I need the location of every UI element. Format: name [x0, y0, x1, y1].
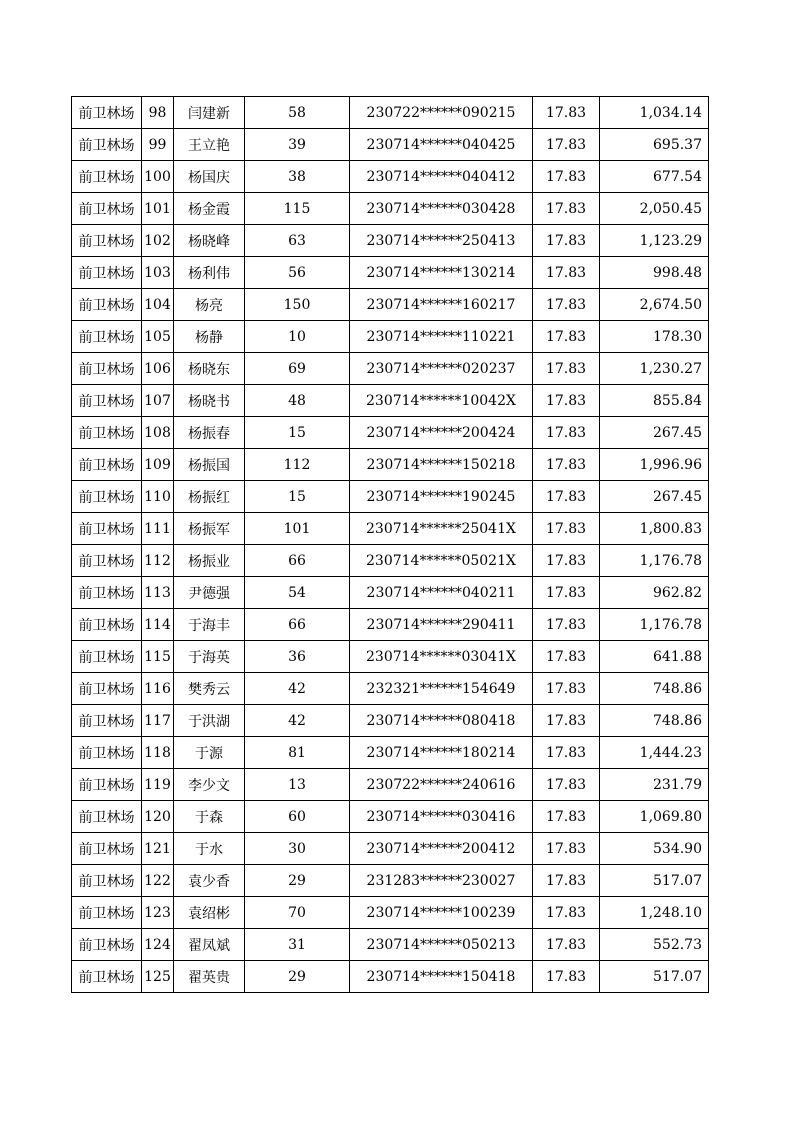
cell-number: 117	[142, 705, 174, 737]
cell-unit-price: 17.83	[533, 417, 600, 449]
cell-quantity: 29	[245, 865, 350, 897]
cell-unit-price: 17.83	[533, 737, 600, 769]
table-row	[72, 449, 709, 481]
cell-id-number: 230722******090215	[350, 97, 533, 129]
table-row	[72, 769, 709, 801]
cell-number: 123	[142, 897, 174, 929]
cell-amount: 534.90	[600, 833, 709, 865]
cell-quantity: 48	[245, 385, 350, 417]
cell-amount: 1,996.96	[600, 449, 709, 481]
cell-id-number: 232321******154649	[350, 673, 533, 705]
cell-quantity: 30	[245, 833, 350, 865]
cell-site: 前卫林场	[72, 385, 142, 417]
cell-id-number: 230714******040425	[350, 129, 533, 161]
cell-name: 王立艳	[174, 129, 245, 161]
cell-unit-price: 17.83	[533, 513, 600, 545]
cell-name: 杨晓峰	[174, 225, 245, 257]
cell-unit-price: 17.83	[533, 193, 600, 225]
cell-name: 杨晓东	[174, 353, 245, 385]
cell-id-number: 230714******020237	[350, 353, 533, 385]
cell-name: 于森	[174, 801, 245, 833]
cell-id-number: 230714******03041X	[350, 641, 533, 673]
cell-name: 杨静	[174, 321, 245, 353]
cell-site: 前卫林场	[72, 865, 142, 897]
cell-quantity: 70	[245, 897, 350, 929]
table-row	[72, 545, 709, 577]
cell-name: 杨国庆	[174, 161, 245, 193]
cell-unit-price: 17.83	[533, 481, 600, 513]
table-row	[72, 289, 709, 321]
table-row	[72, 225, 709, 257]
cell-site: 前卫林场	[72, 673, 142, 705]
cell-quantity: 60	[245, 801, 350, 833]
cell-site: 前卫林场	[72, 833, 142, 865]
cell-id-number: 230714******040412	[350, 161, 533, 193]
cell-unit-price: 17.83	[533, 385, 600, 417]
cell-site: 前卫林场	[72, 577, 142, 609]
table-row	[72, 673, 709, 705]
cell-site: 前卫林场	[72, 161, 142, 193]
cell-site: 前卫林场	[72, 481, 142, 513]
cell-amount: 677.54	[600, 161, 709, 193]
cell-id-number: 230714******030416	[350, 801, 533, 833]
data-table	[71, 96, 709, 993]
cell-unit-price: 17.83	[533, 673, 600, 705]
cell-amount: 1,123.29	[600, 225, 709, 257]
cell-number: 113	[142, 577, 174, 609]
cell-site: 前卫林场	[72, 737, 142, 769]
cell-site: 前卫林场	[72, 769, 142, 801]
table-row	[72, 865, 709, 897]
cell-id-number: 230714******200412	[350, 833, 533, 865]
cell-amount: 267.45	[600, 481, 709, 513]
cell-id-number: 230714******190245	[350, 481, 533, 513]
cell-quantity: 81	[245, 737, 350, 769]
cell-unit-price: 17.83	[533, 257, 600, 289]
cell-number: 108	[142, 417, 174, 449]
cell-site: 前卫林场	[72, 289, 142, 321]
cell-site: 前卫林场	[72, 97, 142, 129]
cell-unit-price: 17.83	[533, 865, 600, 897]
table-row	[72, 897, 709, 929]
cell-id-number: 230714******25041X	[350, 513, 533, 545]
table-row	[72, 929, 709, 961]
cell-unit-price: 17.83	[533, 161, 600, 193]
table-row	[72, 609, 709, 641]
cell-amount: 1,176.78	[600, 545, 709, 577]
table-row	[72, 129, 709, 161]
table-row	[72, 385, 709, 417]
cell-unit-price: 17.83	[533, 961, 600, 993]
cell-unit-price: 17.83	[533, 129, 600, 161]
cell-number: 119	[142, 769, 174, 801]
cell-unit-price: 17.83	[533, 769, 600, 801]
cell-name: 于水	[174, 833, 245, 865]
cell-site: 前卫林场	[72, 417, 142, 449]
cell-site: 前卫林场	[72, 129, 142, 161]
cell-unit-price: 17.83	[533, 801, 600, 833]
cell-quantity: 66	[245, 609, 350, 641]
cell-unit-price: 17.83	[533, 577, 600, 609]
cell-id-number: 230714******150218	[350, 449, 533, 481]
cell-amount: 231.79	[600, 769, 709, 801]
table-row	[72, 705, 709, 737]
cell-amount: 855.84	[600, 385, 709, 417]
cell-amount: 517.07	[600, 865, 709, 897]
cell-number: 102	[142, 225, 174, 257]
cell-site: 前卫林场	[72, 321, 142, 353]
cell-unit-price: 17.83	[533, 225, 600, 257]
cell-quantity: 54	[245, 577, 350, 609]
cell-name: 李少文	[174, 769, 245, 801]
table-row	[72, 961, 709, 993]
table-row	[72, 257, 709, 289]
cell-quantity: 36	[245, 641, 350, 673]
cell-number: 112	[142, 545, 174, 577]
cell-number: 120	[142, 801, 174, 833]
cell-site: 前卫林场	[72, 705, 142, 737]
cell-quantity: 42	[245, 673, 350, 705]
cell-number: 104	[142, 289, 174, 321]
cell-amount: 1,034.14	[600, 97, 709, 129]
cell-name: 杨振红	[174, 481, 245, 513]
cell-name: 闫建新	[174, 97, 245, 129]
cell-site: 前卫林场	[72, 545, 142, 577]
table-row	[72, 321, 709, 353]
table-row	[72, 577, 709, 609]
cell-quantity: 15	[245, 481, 350, 513]
cell-unit-price: 17.83	[533, 449, 600, 481]
cell-amount: 1,176.78	[600, 609, 709, 641]
cell-unit-price: 17.83	[533, 897, 600, 929]
cell-unit-price: 17.83	[533, 609, 600, 641]
cell-number: 105	[142, 321, 174, 353]
cell-unit-price: 17.83	[533, 705, 600, 737]
cell-number: 98	[142, 97, 174, 129]
cell-quantity: 101	[245, 513, 350, 545]
cell-id-number: 230714******180214	[350, 737, 533, 769]
table-row	[72, 641, 709, 673]
cell-site: 前卫林场	[72, 609, 142, 641]
table-row	[72, 737, 709, 769]
cell-number: 115	[142, 641, 174, 673]
cell-quantity: 38	[245, 161, 350, 193]
cell-quantity: 150	[245, 289, 350, 321]
cell-number: 109	[142, 449, 174, 481]
cell-quantity: 10	[245, 321, 350, 353]
cell-name: 杨晓书	[174, 385, 245, 417]
cell-quantity: 115	[245, 193, 350, 225]
cell-id-number: 230714******160217	[350, 289, 533, 321]
cell-id-number: 230714******080418	[350, 705, 533, 737]
table-row	[72, 353, 709, 385]
cell-name: 杨振春	[174, 417, 245, 449]
table-row	[72, 161, 709, 193]
cell-id-number: 230714******050213	[350, 929, 533, 961]
cell-name: 于洪湖	[174, 705, 245, 737]
cell-name: 杨振国	[174, 449, 245, 481]
data-table-container	[71, 96, 709, 993]
cell-id-number: 230714******100239	[350, 897, 533, 929]
cell-quantity: 39	[245, 129, 350, 161]
cell-number: 125	[142, 961, 174, 993]
cell-site: 前卫林场	[72, 513, 142, 545]
cell-name: 翟英贵	[174, 961, 245, 993]
cell-number: 121	[142, 833, 174, 865]
cell-unit-price: 17.83	[533, 641, 600, 673]
cell-site: 前卫林场	[72, 929, 142, 961]
cell-amount: 998.48	[600, 257, 709, 289]
cell-number: 114	[142, 609, 174, 641]
cell-id-number: 231283******230027	[350, 865, 533, 897]
table-body	[72, 97, 709, 993]
cell-amount: 1,800.83	[600, 513, 709, 545]
cell-number: 122	[142, 865, 174, 897]
cell-id-number: 230714******150418	[350, 961, 533, 993]
cell-quantity: 15	[245, 417, 350, 449]
cell-number: 111	[142, 513, 174, 545]
cell-site: 前卫林场	[72, 257, 142, 289]
cell-name: 于源	[174, 737, 245, 769]
cell-amount: 748.86	[600, 705, 709, 737]
cell-amount: 962.82	[600, 577, 709, 609]
cell-number: 101	[142, 193, 174, 225]
cell-number: 124	[142, 929, 174, 961]
cell-name: 于海英	[174, 641, 245, 673]
cell-quantity: 112	[245, 449, 350, 481]
cell-amount: 748.86	[600, 673, 709, 705]
cell-name: 杨金霞	[174, 193, 245, 225]
cell-quantity: 66	[245, 545, 350, 577]
table-row	[72, 513, 709, 545]
cell-unit-price: 17.83	[533, 545, 600, 577]
cell-quantity: 63	[245, 225, 350, 257]
cell-number: 110	[142, 481, 174, 513]
cell-unit-price: 17.83	[533, 289, 600, 321]
cell-site: 前卫林场	[72, 961, 142, 993]
cell-amount: 552.73	[600, 929, 709, 961]
table-row	[72, 481, 709, 513]
table-row	[72, 417, 709, 449]
cell-amount: 1,248.10	[600, 897, 709, 929]
cell-id-number: 230714******110221	[350, 321, 533, 353]
cell-amount: 267.45	[600, 417, 709, 449]
cell-site: 前卫林场	[72, 449, 142, 481]
table-row	[72, 97, 709, 129]
cell-id-number: 230714******290411	[350, 609, 533, 641]
cell-name: 樊秀云	[174, 673, 245, 705]
cell-amount: 2,050.45	[600, 193, 709, 225]
cell-number: 106	[142, 353, 174, 385]
cell-amount: 1,230.27	[600, 353, 709, 385]
cell-site: 前卫林场	[72, 193, 142, 225]
cell-amount: 1,444.23	[600, 737, 709, 769]
cell-name: 于海丰	[174, 609, 245, 641]
cell-site: 前卫林场	[72, 225, 142, 257]
cell-amount: 178.30	[600, 321, 709, 353]
cell-amount: 517.07	[600, 961, 709, 993]
cell-number: 99	[142, 129, 174, 161]
cell-number: 116	[142, 673, 174, 705]
cell-name: 翟凤斌	[174, 929, 245, 961]
cell-amount: 695.37	[600, 129, 709, 161]
cell-id-number: 230714******250413	[350, 225, 533, 257]
cell-number: 103	[142, 257, 174, 289]
cell-id-number: 230714******05021X	[350, 545, 533, 577]
cell-name: 杨亮	[174, 289, 245, 321]
cell-number: 118	[142, 737, 174, 769]
cell-quantity: 13	[245, 769, 350, 801]
cell-number: 107	[142, 385, 174, 417]
cell-id-number: 230714******10042X	[350, 385, 533, 417]
cell-name: 袁少香	[174, 865, 245, 897]
cell-quantity: 58	[245, 97, 350, 129]
cell-amount: 2,674.50	[600, 289, 709, 321]
cell-number: 100	[142, 161, 174, 193]
table-row	[72, 193, 709, 225]
cell-site: 前卫林场	[72, 897, 142, 929]
cell-name: 尹德强	[174, 577, 245, 609]
cell-quantity: 31	[245, 929, 350, 961]
cell-name: 杨利伟	[174, 257, 245, 289]
cell-id-number: 230722******240616	[350, 769, 533, 801]
cell-unit-price: 17.83	[533, 97, 600, 129]
cell-amount: 1,069.80	[600, 801, 709, 833]
cell-quantity: 69	[245, 353, 350, 385]
cell-name: 杨振业	[174, 545, 245, 577]
cell-id-number: 230714******130214	[350, 257, 533, 289]
cell-id-number: 230714******030428	[350, 193, 533, 225]
cell-id-number: 230714******040211	[350, 577, 533, 609]
table-row	[72, 801, 709, 833]
cell-unit-price: 17.83	[533, 321, 600, 353]
cell-name: 杨振军	[174, 513, 245, 545]
cell-unit-price: 17.83	[533, 929, 600, 961]
cell-unit-price: 17.83	[533, 833, 600, 865]
cell-quantity: 42	[245, 705, 350, 737]
cell-name: 袁绍彬	[174, 897, 245, 929]
cell-site: 前卫林场	[72, 801, 142, 833]
cell-amount: 641.88	[600, 641, 709, 673]
cell-unit-price: 17.83	[533, 353, 600, 385]
cell-quantity: 56	[245, 257, 350, 289]
cell-site: 前卫林场	[72, 641, 142, 673]
cell-site: 前卫林场	[72, 353, 142, 385]
table-row	[72, 833, 709, 865]
cell-quantity: 29	[245, 961, 350, 993]
cell-id-number: 230714******200424	[350, 417, 533, 449]
